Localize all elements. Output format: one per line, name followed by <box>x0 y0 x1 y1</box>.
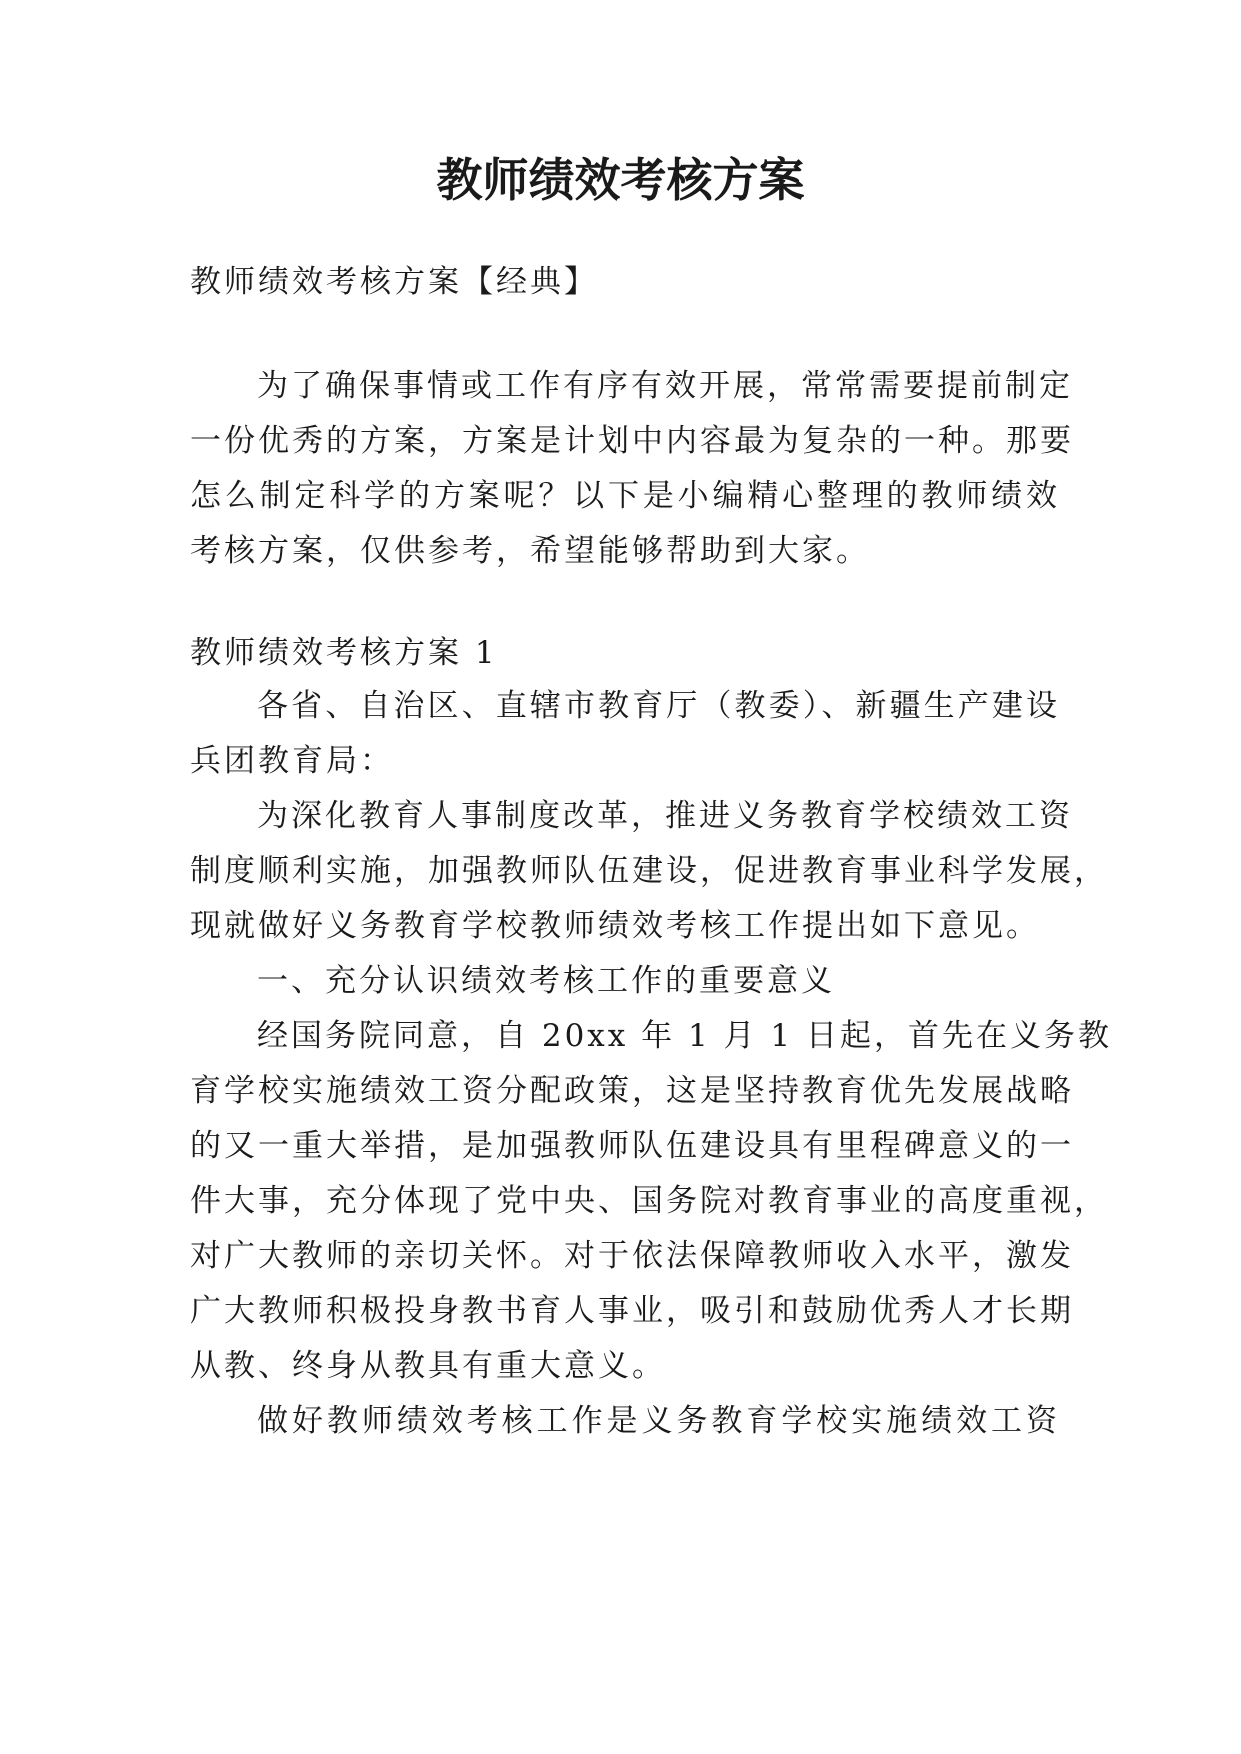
intro-line-1: 为了确保事情或工作有序有效开展，常常需要提前制定 <box>257 368 1073 404</box>
body-line: 制度顺利实施，加强教师队伍建设，促进教育事业科学发展， <box>190 853 1108 889</box>
body-line: 现就做好义务教育学校教师绩效考核工作提出如下意见。 <box>190 908 1040 944</box>
body-line: 经国务院同意，自 20xx 年 1 月 1 日起，首先在义务教 <box>257 1018 1112 1054</box>
document-title: 教师绩效考核方案 <box>436 153 805 207</box>
body-line: 的又一重大举措，是加强教师队伍建设具有里程碑意义的一 <box>190 1128 1074 1164</box>
body-line: 件大事，充分体现了党中央、国务院对教育事业的高度重视， <box>190 1183 1108 1219</box>
body-line: 从教、终身从教具有重大意义。 <box>190 1348 666 1384</box>
intro-line-4: 考核方案，仅供参考，希望能够帮助到大家。 <box>190 533 870 569</box>
body-line: 广大教师积极投身教书育人事业，吸引和鼓励优秀人才长期 <box>190 1293 1074 1329</box>
subsection-heading: 一、充分认识绩效考核工作的重要意义 <box>257 963 835 999</box>
body-line: 育学校实施绩效工资分配政策，这是坚持教育优先发展战略 <box>190 1073 1074 1109</box>
body-line: 对广大教师的亲切关怀。对于依法保障教师收入水平，激发 <box>190 1238 1074 1274</box>
subtitle-line: 教师绩效考核方案【经典】 <box>190 264 598 300</box>
body-line: 各省、自治区、直辖市教育厅（教委）、新疆生产建设 <box>257 688 1060 724</box>
intro-line-3: 怎么制定科学的方案呢？以下是小编精心整理的教师绩效 <box>190 478 1060 514</box>
intro-line-2: 一份优秀的方案，方案是计划中内容最为复杂的一种。那要 <box>190 423 1074 459</box>
section-heading: 教师绩效考核方案 1 <box>190 635 498 671</box>
body-line: 做好教师绩效考核工作是义务教育学校实施绩效工资 <box>257 1403 1060 1439</box>
body-line: 兵团教育局： <box>190 743 394 779</box>
body-line: 为深化教育人事制度改革，推进义务教育学校绩效工资 <box>257 798 1073 834</box>
